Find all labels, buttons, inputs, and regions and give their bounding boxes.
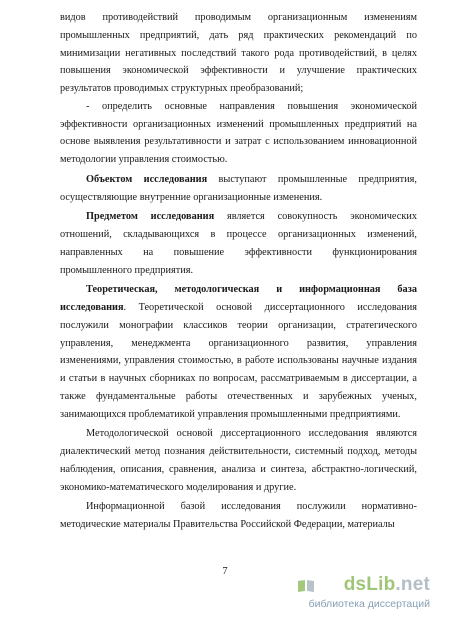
paragraph-theory-base <box>60 281 417 423</box>
object-text: выступают промышленные предприятия, осуществляющие внутренние организационные изменения. <box>60 173 417 203</box>
subject-text: является совокупность экономических отношений, складывающихся в процессе организационных изменений, направленных на повышение эффективности функционирования промышленного предприятия. <box>60 211 417 276</box>
watermark-logo <box>344 574 430 596</box>
theory-base-term: Теоретическая, методологическая и информационная база исследования <box>60 284 417 313</box>
theory-base-text: . Теоретической основой диссертационного исследования послужили монографии классиков теории организации, стратегического управления, менеджмента организационного развития, управления изменениями, управления стоимостью, в работе использованы научные издания и статьи в научных сборниках по вопросам, рассматриваемым в диссертации, а также фундаментальные работы отечественных и зарубежных ученых, занимающихся проблематикой управления промышленными предприятиями. <box>60 302 417 420</box>
watermark <box>288 574 438 614</box>
paragraph-object <box>60 171 417 207</box>
watermark-logo-tld: .net <box>395 574 430 595</box>
paragraph-task-item: - определить основные направления повышения экономической эффективности организационных изменений промышленных предприятий на основе выявления результативности и затрат с использованием инновационной методологии управления стоимостью. <box>60 100 417 165</box>
body-text <box>60 9 417 534</box>
paragraph-info-base: Информационной базой исследования послужили нормативно-методические материалы Правительства Российской Федерации, материалы <box>60 501 417 530</box>
paragraph-methodology: Методологической основой диссертационного исследования являются диалектический метод познания действительности, системный подход, методы наблюдения, описания, сравнения, анализа и синтеза, абстрактно-логический, экономико-математического моделирования и другие. <box>60 428 417 493</box>
object-term: Объектом исследования <box>86 173 208 185</box>
watermark-logo-main: dsLib <box>343 574 396 595</box>
watermark-subtitle: библиотека диссертаций <box>308 598 430 610</box>
page-number: 7 <box>222 566 228 577</box>
paragraph-subject <box>60 208 417 279</box>
book-icon <box>297 579 315 593</box>
paragraph-continued: видов противодействий проводимым организационным изменениям промышленных предприятий, дать ряд практических рекомендаций по минимизации негативных последствий такого рода противодействий, в целях повышения экономической эффективности и улучшение практических результатов проводимых структурных преобразований; <box>60 12 417 94</box>
subject-term: Предметом исследования <box>86 211 215 223</box>
